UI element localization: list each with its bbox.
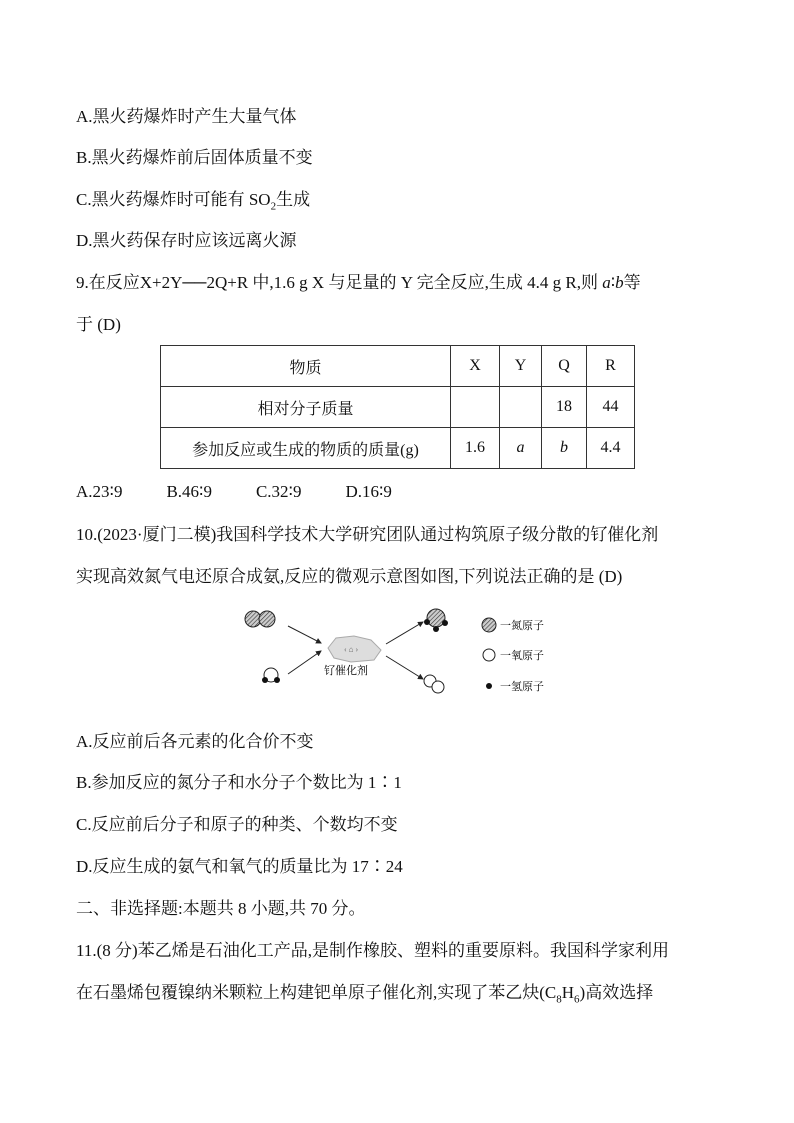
q8-option-a: A.黑火药爆炸时产生大量气体 [76,107,297,126]
legend-oxygen: 一氧原子 [500,649,544,662]
text: 生成 [276,190,311,209]
oxygen-molecule-icon [424,675,444,693]
text: H [561,983,575,1002]
arrow-icon [288,651,321,674]
var-b: b [615,273,624,292]
q10-option-a: A.反应前后各元素的化合价不变 [76,732,314,751]
header-cell: R [587,346,635,387]
cell [500,387,542,428]
q10-option-c: C.反应前后分子和原子的种类、个数均不变 [76,815,398,834]
option-a: A.23∶9 [76,482,123,501]
ammonia-molecule-icon [424,609,448,632]
cell [451,387,500,428]
arrow-icon [288,626,321,643]
svg-text:‹ ⌂ ›: ‹ ⌂ › [344,645,359,654]
nitrogen-molecule-icon [245,611,275,627]
nitrogen-atom-icon [482,618,496,632]
header-cell: 物质 [161,346,451,387]
q10-stem-line1: 10.(2023·厦门二模)我国科学技术大学研究团队通过构筑原子级分散的钌催化剂 [76,525,659,544]
oxygen-atom-icon [483,649,495,661]
catalyst-label: 钌催化剂 [324,664,368,677]
header-cell: Q [542,346,587,387]
subscript: 6 [574,993,580,1006]
header-cell: Y [500,346,542,387]
legend-nitrogen: 一氮原子 [500,619,544,632]
q10-stem-line2: 实现高效氮气电还原合成氨,反应的微观示意图如图,下列说法正确的是 (D) [76,567,623,586]
q8-option-d: D.黑火药保存时应该远离火源 [76,231,297,250]
cell: 1.6 [451,428,500,469]
q9-stem-line2: 于 (D) [76,315,121,334]
subscript: 2 [270,200,277,213]
q10-option-b: B.参加反应的氮分子和水分子个数比为 1∶1 [76,773,402,792]
text: 在石墨烯包覆镍纳米颗粒上构建钯单原子催化剂,实现了苯乙炔(C [76,983,557,1002]
table-row [161,387,635,428]
ratio: ∶ [610,273,616,292]
arrow-icon [386,622,423,644]
option-b: B.46∶9 [166,482,212,501]
cell: b [542,428,587,469]
cell: 18 [542,387,587,428]
option-c: C.32∶9 [255,482,302,501]
cell: 参加反应或生成的物质的质量(g) [161,428,451,469]
arrow-icon [386,656,423,679]
cell: 4.4 [587,428,635,469]
q8-option-b: B.黑火药爆炸前后固体质量不变 [76,148,313,167]
table-row [161,428,635,469]
q9-table [160,345,635,469]
var-a: a [602,273,611,292]
water-molecule-icon [262,668,280,683]
text: C.黑火药爆炸时可能有 SO [76,190,271,209]
text: 9.在反应X+2Y──2Q+R 中,1.6 g X 与足量的 Y 完全反应,生成 4.4 g R,则 [76,273,603,292]
q9-options [76,482,436,502]
cell: a [500,428,542,469]
option-d: D.16∶9 [345,482,392,501]
catalyst-icon [328,636,381,662]
q11-stem-line2 [76,983,653,1009]
cell: 相对分子质量 [161,387,451,428]
text: 等 [623,273,641,292]
subscript: 8 [556,993,562,1006]
hydrogen-atom-icon [486,683,492,689]
text: )高效选择 [579,983,654,1002]
q8-option-c [76,190,310,216]
reaction-diagram [236,598,566,708]
legend-hydrogen: 一氢原子 [500,680,544,693]
q9-stem-line1 [76,273,641,293]
section-heading: 二、非选择题:本题共 8 小题,共 70 分。 [76,899,366,918]
q10-option-d: D.反应生成的氨气和氧气的质量比为 17∶24 [76,857,403,876]
header-cell: X [451,346,500,387]
cell: 44 [587,387,635,428]
table-row [161,346,635,387]
q11-stem-line1: 11.(8 分)苯乙烯是石油化工产品,是制作橡胶、塑料的重要原料。我国科学家利用 [76,941,669,960]
